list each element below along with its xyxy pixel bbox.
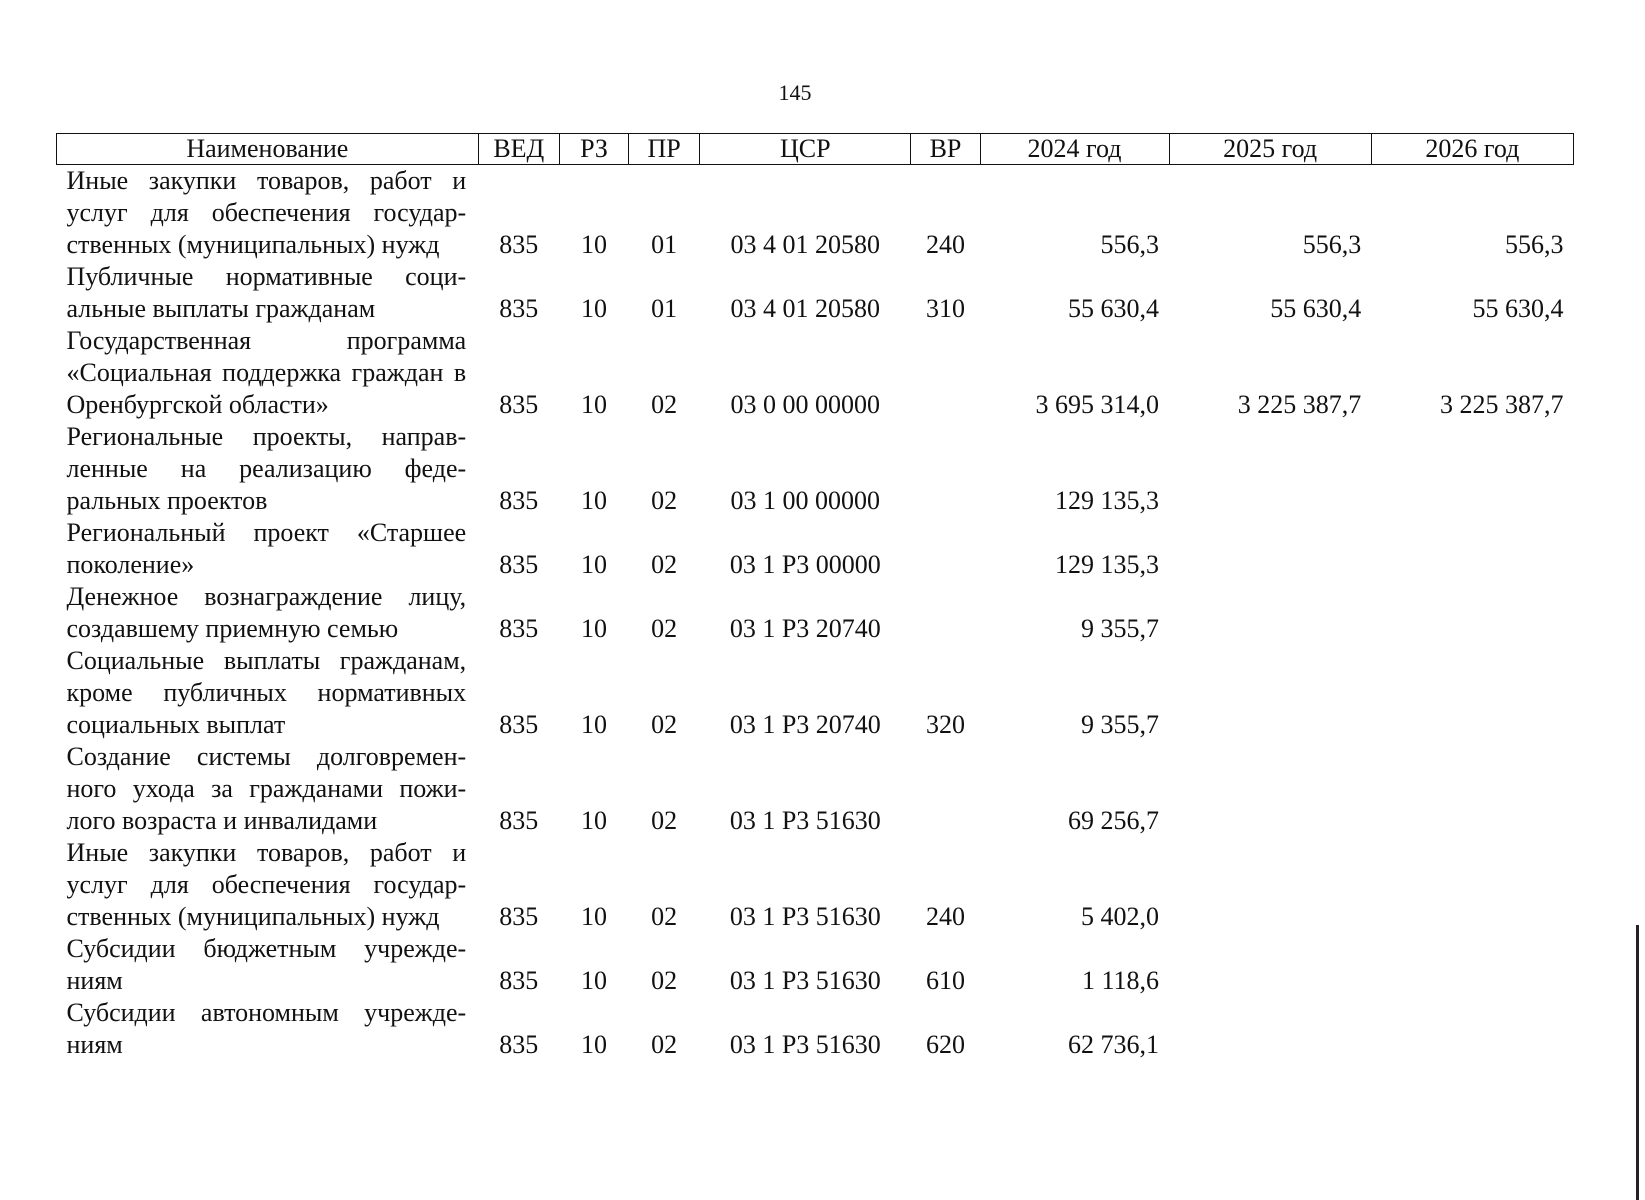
cell-rz: 10 [580, 390, 607, 419]
cell-name: Создание системы долговремен-ного ухода за гражданами пожи-лого возраста и инвалидами [66, 742, 467, 835]
cell-year-2024: 62 736,1 [1068, 1030, 1160, 1059]
table-body [57, 165, 1574, 1062]
cell-year-2025 [1169, 421, 1371, 517]
header-vr: ВР [911, 134, 980, 165]
cell-pr: 02 [651, 710, 678, 739]
cell-csr: 03 4 01 20580 [730, 294, 881, 323]
cell-csr: 03 1 Р3 20740 [729, 614, 881, 643]
cell-pr: 02 [651, 966, 678, 995]
cell-pr: 02 [651, 902, 678, 931]
cell-rz: 10 [580, 486, 607, 515]
cell-ved: 835 [499, 550, 539, 579]
cell-csr: 03 1 Р3 51630 [729, 966, 881, 995]
table-row [57, 581, 1574, 645]
cell-ved: 835 [499, 902, 539, 931]
cell-year-2025: 556,3 [1302, 230, 1362, 259]
cell-csr: 03 1 Р3 20740 [729, 710, 881, 739]
cell-year-2024: 5 402,0 [1081, 902, 1160, 931]
cell-year-2026: 556,3 [1505, 230, 1564, 259]
cell-vr [911, 581, 980, 645]
cell-ved: 835 [499, 1030, 539, 1059]
table-row [57, 645, 1574, 741]
cell-csr: 03 1 00 00000 [730, 486, 881, 515]
cell-csr: 03 1 Р3 00000 [729, 550, 881, 579]
cell-name: Государственная программа «Социальная поддержка граждан в Оренбургской области» [66, 326, 467, 419]
table-row [57, 165, 1574, 262]
cell-pr: 02 [651, 1030, 678, 1059]
cell-rz: 10 [580, 806, 607, 835]
cell-rz: 10 [580, 710, 607, 739]
cell-rz: 10 [580, 1030, 607, 1059]
cell-year-2025 [1169, 581, 1371, 645]
cell-year-2026 [1371, 581, 1573, 645]
budget-table [56, 133, 1574, 1061]
cell-rz: 10 [580, 902, 607, 931]
cell-year-2026: 3 225 387,7 [1440, 390, 1564, 419]
table-row [57, 933, 1574, 997]
cell-ved: 835 [499, 486, 539, 515]
cell-vr [911, 517, 980, 581]
table-row [57, 261, 1574, 325]
cell-csr: 03 0 00 00000 [730, 390, 881, 419]
cell-csr: 03 1 Р3 51630 [729, 902, 881, 931]
cell-name: Денежное вознаграждение лицу, создавшему приемную семью [66, 582, 467, 643]
cell-year-2025 [1169, 837, 1371, 933]
table-header-row [57, 134, 1574, 165]
cell-vr: 310 [926, 294, 965, 323]
table-row [57, 325, 1574, 421]
cell-ved: 835 [499, 710, 539, 739]
cell-year-2024: 129 135,3 [1055, 550, 1160, 579]
cell-rz: 10 [580, 614, 607, 643]
cell-year-2024: 55 630,4 [1068, 294, 1160, 323]
cell-vr [911, 421, 980, 517]
cell-year-2026 [1371, 997, 1573, 1061]
cell-pr: 02 [651, 550, 678, 579]
cell-year-2025 [1169, 997, 1371, 1061]
cell-year-2024: 9 355,7 [1081, 614, 1160, 643]
table-row [57, 421, 1574, 517]
cell-ved: 835 [499, 294, 539, 323]
table-row [57, 837, 1574, 933]
cell-name: Публичные нормативные соци-альные выплаты гражданам [66, 262, 467, 323]
cell-year-2025 [1169, 933, 1371, 997]
header-csr: ЦСР [700, 134, 911, 165]
cell-rz: 10 [580, 230, 607, 259]
cell-vr: 620 [926, 1030, 965, 1059]
cell-vr [911, 741, 980, 837]
cell-pr: 01 [651, 294, 678, 323]
cell-name: Иные закупки товаров, работ и услуг для обеспечения государ-ственных (муниципальных) нужд [66, 838, 467, 931]
header-2026: 2026 год [1371, 134, 1573, 165]
cell-name: Субсидии бюджетным учрежде-ниям [66, 934, 467, 995]
cell-vr: 240 [926, 230, 965, 259]
cell-pr: 02 [651, 486, 678, 515]
cell-ved: 835 [499, 806, 539, 835]
table-row [57, 741, 1574, 837]
page-number: 145 [778, 80, 812, 105]
cell-name: Иные закупки товаров, работ и услуг для обеспечения государ-ственных (муниципальных) нужд [66, 166, 467, 259]
cell-year-2026 [1371, 645, 1573, 741]
cell-pr: 02 [651, 390, 678, 419]
cell-ved: 835 [499, 230, 539, 259]
cell-year-2024: 9 355,7 [1081, 710, 1160, 739]
cell-pr: 02 [651, 806, 678, 835]
header-2024: 2024 год [980, 134, 1169, 165]
header-ved: ВЕД [478, 134, 559, 165]
cell-name: Социальные выплаты гражданам, кроме публичных нормативных социальных выплат [66, 646, 467, 739]
cell-ved: 835 [499, 390, 539, 419]
cell-name: Субсидии автономным учрежде-ниям [66, 998, 467, 1059]
cell-vr: 610 [926, 966, 965, 995]
cell-rz: 10 [580, 966, 607, 995]
cell-vr [911, 325, 980, 421]
cell-name: Региональные проекты, направ-ленные на реализацию феде-ральных проектов [66, 422, 467, 515]
scan-edge-line [1636, 925, 1639, 1200]
cell-year-2025 [1169, 517, 1371, 581]
cell-rz: 10 [580, 550, 607, 579]
cell-csr: 03 1 Р3 51630 [729, 806, 881, 835]
cell-csr: 03 4 01 20580 [730, 230, 881, 259]
cell-ved: 835 [499, 614, 539, 643]
cell-name: Региональный проект «Старшее поколение» [66, 518, 467, 579]
cell-year-2024: 129 135,3 [1055, 486, 1160, 515]
header-name: Наименование [57, 134, 479, 165]
header-pr: ПР [629, 134, 700, 165]
cell-year-2024: 1 118,6 [1081, 966, 1160, 995]
cell-csr: 03 1 Р3 51630 [729, 1030, 881, 1059]
cell-year-2024: 69 256,7 [1068, 806, 1160, 835]
cell-pr: 01 [651, 230, 678, 259]
header-rz: РЗ [559, 134, 628, 165]
cell-year-2026 [1371, 837, 1573, 933]
cell-year-2026 [1371, 421, 1573, 517]
header-2025: 2025 год [1169, 134, 1371, 165]
cell-year-2025: 3 225 387,7 [1237, 390, 1362, 419]
cell-year-2026 [1371, 933, 1573, 997]
cell-vr: 240 [926, 902, 965, 931]
cell-year-2026: 55 630,4 [1472, 294, 1564, 323]
cell-year-2026 [1371, 741, 1573, 837]
cell-year-2025 [1169, 741, 1371, 837]
cell-year-2024: 3 695 314,0 [1035, 390, 1160, 419]
cell-ved: 835 [499, 966, 539, 995]
cell-year-2025: 55 630,4 [1270, 294, 1362, 323]
cell-pr: 02 [651, 614, 678, 643]
table-row [57, 517, 1574, 581]
cell-vr: 320 [926, 710, 965, 739]
table-row [57, 997, 1574, 1061]
cell-year-2026 [1371, 517, 1573, 581]
cell-year-2024: 556,3 [1100, 230, 1160, 259]
cell-rz: 10 [580, 294, 607, 323]
cell-year-2025 [1169, 645, 1371, 741]
